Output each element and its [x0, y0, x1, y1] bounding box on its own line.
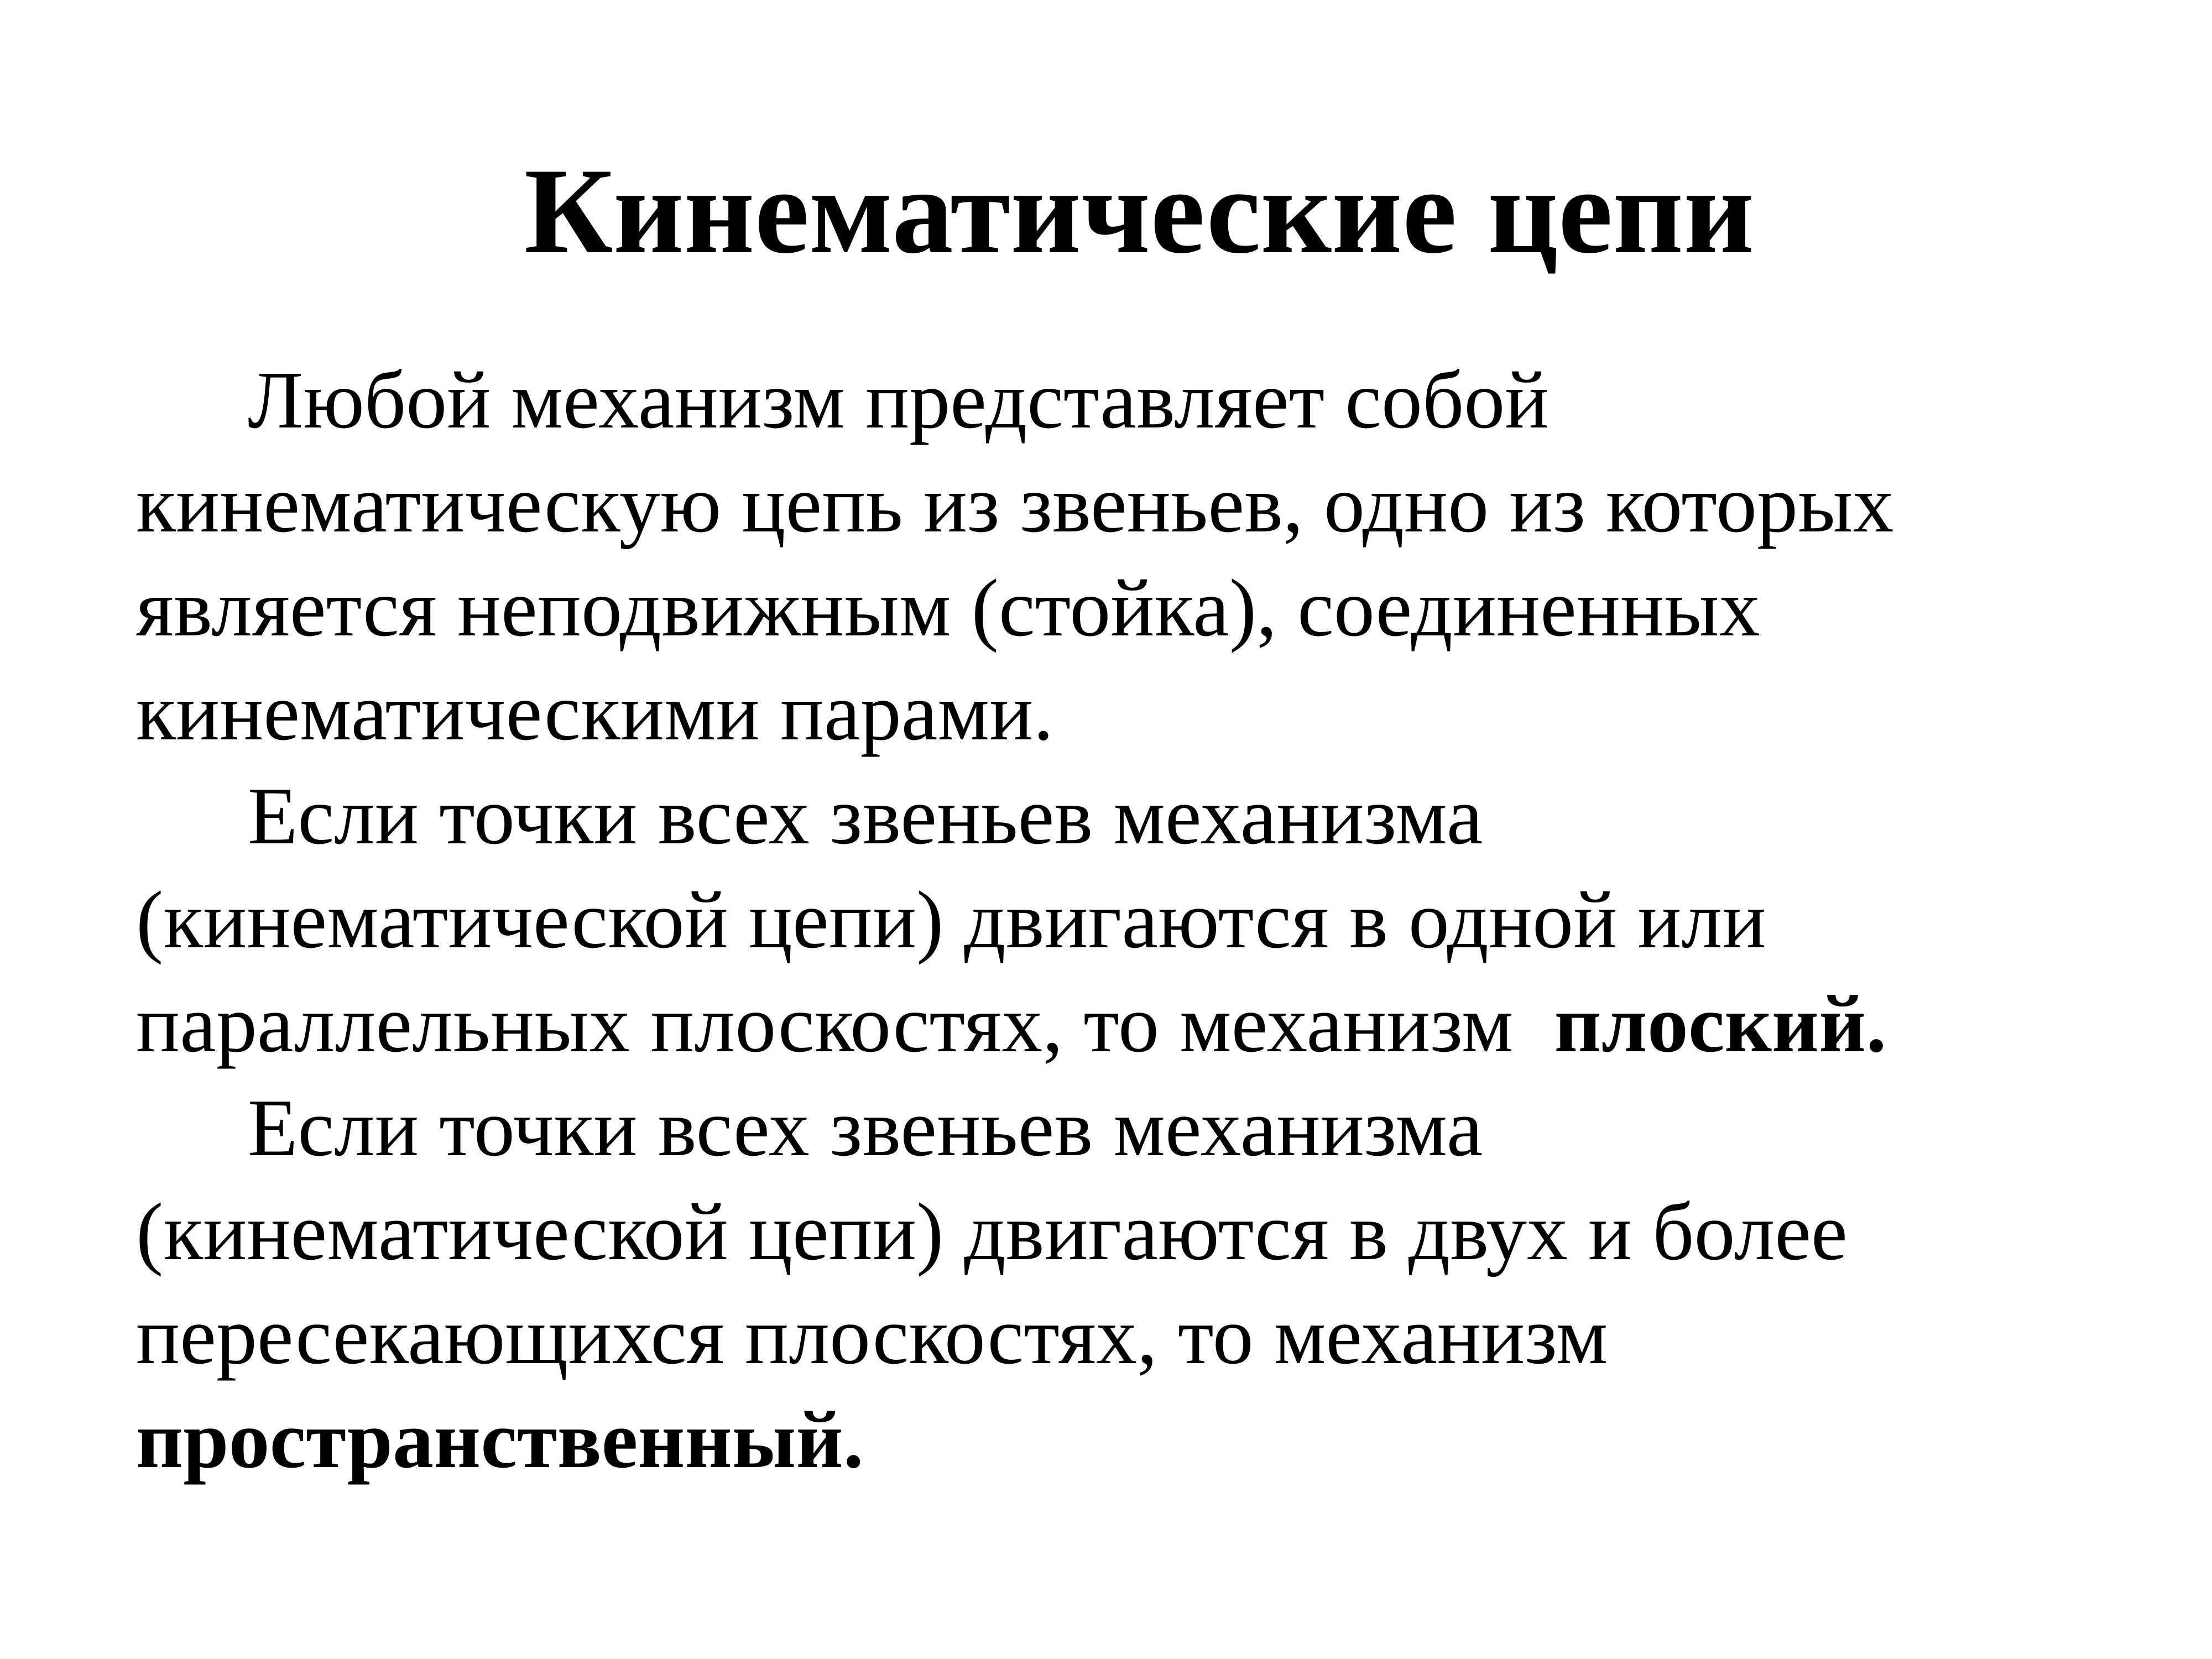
slide-body	[136, 348, 2127, 1492]
term-planar: плоский.	[1554, 979, 1887, 1070]
paragraph-2-line-3	[136, 972, 2127, 1076]
paragraph-3-line-2: (кинематической цепи) двигаются в двух и более	[136, 1187, 1848, 1277]
paragraph-2-line-3-text: параллельных плоскостях, то механизм	[136, 979, 1554, 1070]
paragraph-1-line-3: является неподвижным (стойка), соединенных	[136, 563, 1760, 654]
paragraph-1-line-1: Любой механизм представляет собой	[248, 355, 1549, 446]
paragraph-3-line-3: пересекающихся плоскостях, то механизм	[136, 1291, 1608, 1381]
paragraph-1-line-2: кинематическую цепь из звеньев, одно из которых	[136, 459, 1894, 550]
term-spatial: пространственный.	[136, 1395, 864, 1485]
paragraph-3-line-1: Если точки всех звеньев механизма	[248, 1083, 1483, 1173]
slide-title: Кинематические цепи	[524, 143, 1755, 279]
paragraph-2-line-2: (кинематической цепи) двигаются в одной или	[136, 875, 1766, 966]
paragraph-2-line-1: Если точки всех звеньев механизма	[248, 771, 1483, 862]
paragraph-1-line-4: кинематическими парами.	[136, 667, 1054, 758]
